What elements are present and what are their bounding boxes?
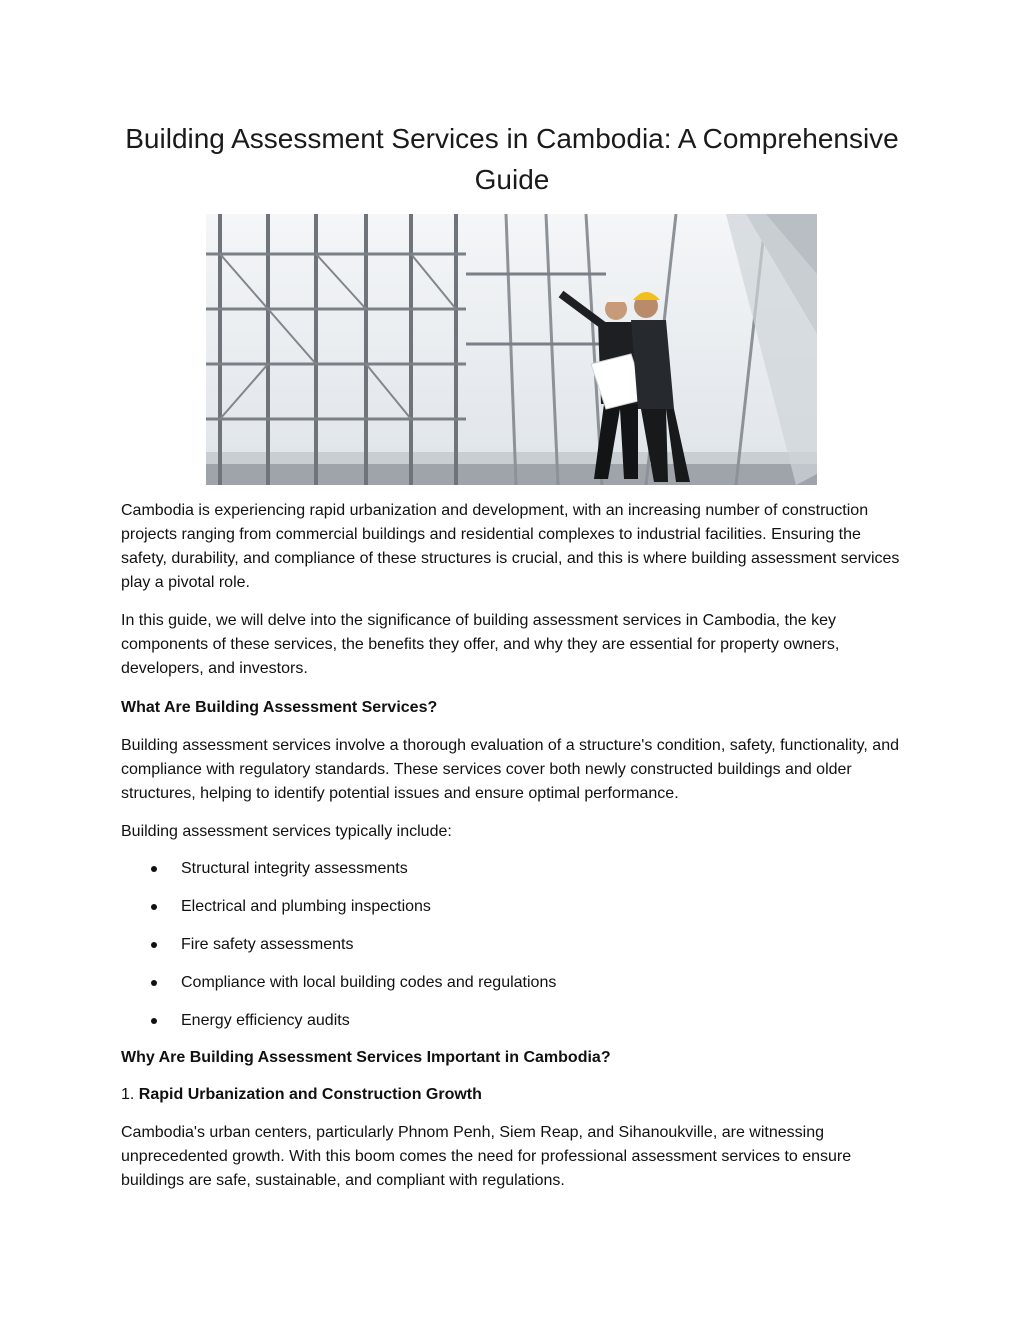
bullet-icon (151, 980, 157, 986)
services-list (121, 858, 901, 1048)
intro-paragraph: Cambodia is experiencing rapid urbanization and development, with an increasing number of construction projects ranging from commercial buildings and residential complexes to industrial facilities. Ensuring the safety, durability, and compliance of these structures is crucial, and this is where building assessment services play a pivotal role. (121, 502, 900, 591)
bullet-icon (151, 942, 157, 948)
list-item: Compliance with local building codes and regulations (121, 972, 901, 1010)
point-1-title: Rapid Urbanization and Construction Growth (138, 1086, 482, 1103)
bullet-icon (151, 1018, 157, 1024)
point-1-paragraph: Cambodia's urban centers, particularly Phnom Penh, Siem Reap, and Sihanoukville, are witnessing unprecedented growth. With this boom comes the need for professional assessment services to ensure buildings are safe, sustainable, and compliant with regulations. (121, 1124, 852, 1189)
bullet-icon (151, 904, 157, 910)
bullet-icon (151, 866, 157, 872)
list-item: Energy efficiency audits (121, 1010, 901, 1048)
what-paragraph: Building assessment services involve a thorough evaluation of a structure's condition, safety, functionality, and compliance with regulatory standards. These services cover both newly constructed buildings and older structures, helping to identify potential issues and ensure optimal performance. (121, 737, 899, 802)
list-item: Electrical and plumbing inspections (121, 896, 901, 934)
include-lead-paragraph: Building assessment services typically include: (121, 823, 452, 840)
point-1-number: 1. (121, 1086, 135, 1103)
hero-image (206, 214, 817, 485)
construction-inspectors-photo-icon (206, 214, 817, 485)
point-1-heading (121, 1083, 901, 1107)
section-heading-what: What Are Building Assessment Services? (121, 699, 438, 716)
list-item: Fire safety assessments (121, 934, 901, 972)
guide-paragraph: In this guide, we will delve into the significance of building assessment services in Cambodia, the key components of these services, the benefits they offer, and why they are essential for property owners, developers, and investors. (121, 612, 840, 677)
section-heading-why: Why Are Building Assessment Services Important in Cambodia? (121, 1049, 611, 1066)
list-item: Structural integrity assessments (121, 858, 901, 896)
page-title: Building Assessment Services in Cambodia: A Comprehensive Guide (125, 123, 899, 195)
